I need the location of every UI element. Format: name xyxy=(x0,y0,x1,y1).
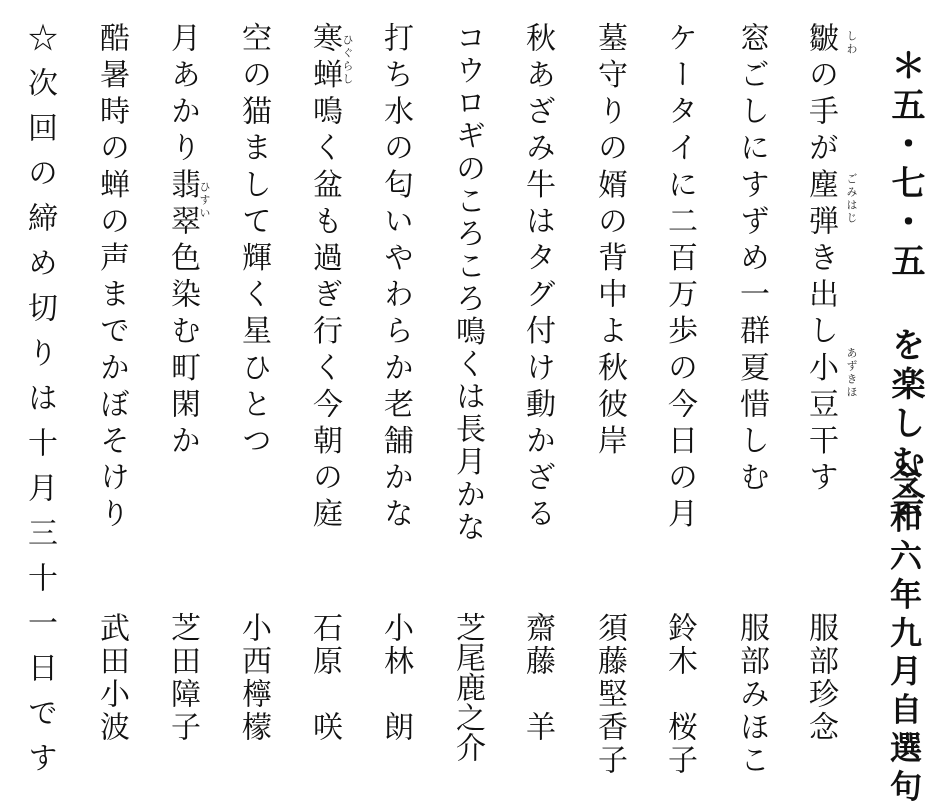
poem-verse: 墓守りの婿の背中よ秋彼岸 xyxy=(592,22,627,462)
ruby-annotation: しわ xyxy=(845,30,858,56)
poem-column xyxy=(159,0,207,779)
poem-verse: 空の猫まして輝く星ひとつ xyxy=(236,22,271,462)
poem-column xyxy=(372,0,420,779)
poem-column xyxy=(656,0,704,779)
poem-author: 芝田障子 xyxy=(165,612,200,744)
poem-verse: コウロギのころころ鳴くは長月かな xyxy=(450,22,485,544)
title-column xyxy=(884,0,932,808)
poem-column xyxy=(797,0,845,779)
page-subtitle: 令和六年九月自選句 xyxy=(885,462,923,808)
poem-author: 鈴木 桜子 xyxy=(662,612,697,777)
footer-column xyxy=(16,0,64,787)
poem-author: 服部みほこ xyxy=(734,612,769,777)
poem-author: 小林 朗 xyxy=(378,612,413,744)
poem-column xyxy=(88,0,136,779)
poem-verse: 月あかり翡翠色染む町閑か xyxy=(165,22,200,462)
page-title: ＊五・七・五 を楽しむ会 xyxy=(885,48,925,522)
poem-author: 武田小波 xyxy=(94,612,129,744)
deadline-note: ☆次回の締め切りは十月三十一日です xyxy=(22,22,57,787)
poem-column xyxy=(728,0,776,779)
ruby-annotation: ひすい xyxy=(198,181,211,220)
poem-author: 芝尾鹿之介 xyxy=(450,612,485,762)
ruby-annotation: ごみはじ xyxy=(845,173,858,225)
poem-author: 服部珍念 xyxy=(803,612,838,744)
poem-author: 小西檸檬 xyxy=(236,612,271,744)
poem-column xyxy=(301,0,349,779)
poem-verse: 寒蝉鳴く盆も過ぎ行く今朝の庭 xyxy=(307,22,342,535)
poem-column xyxy=(586,0,634,779)
poem-verse: 打ち水の匂いやわらか老舗かな xyxy=(378,22,413,535)
poem-author: 石原 咲 xyxy=(307,612,342,744)
poem-verse: 皺の手が塵弾き出し小豆干す xyxy=(803,22,838,498)
poem-verse: 秋あざみ牛はタグ付け動かざる xyxy=(520,22,555,535)
poem-author: 齋藤 羊 xyxy=(520,612,555,744)
poem-verse: 酷暑時の蝉の声までかぼそけり xyxy=(94,22,129,535)
poem-column xyxy=(444,0,492,779)
poem-author: 須藤堅香子 xyxy=(592,612,627,777)
ruby-annotation: ひぐらし xyxy=(341,34,354,86)
poem-verse: ケータイに二百万歩の今日の月 xyxy=(662,22,697,535)
poem-column xyxy=(514,0,562,779)
poem-verse: 窓ごしにすずめ一群夏惜しむ xyxy=(734,22,769,498)
poem-column xyxy=(230,0,278,779)
ruby-annotation: あずきほ xyxy=(845,347,858,399)
